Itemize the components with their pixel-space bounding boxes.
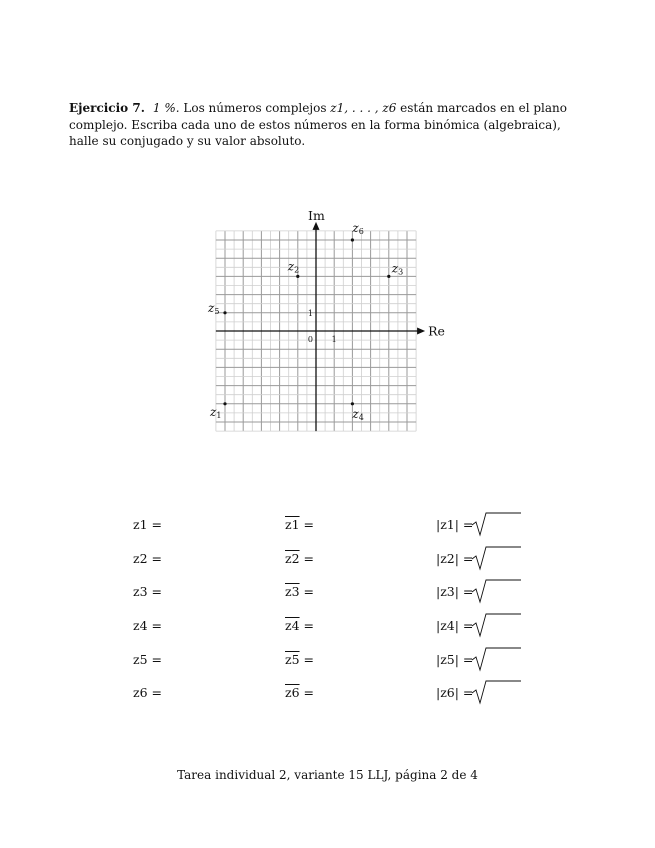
point-label-z6: z6 [352, 221, 364, 236]
conj-symbol: z4 [285, 618, 300, 633]
conj-symbol: z3 [285, 584, 300, 599]
origin-label: 0 [307, 335, 313, 344]
point-label-z5: z5 [208, 300, 220, 316]
imag-axis-arrow-icon [313, 222, 320, 230]
point-z6 [351, 238, 354, 241]
point-z4 [351, 402, 354, 405]
conj-label [285, 652, 314, 667]
sqrt-sign [470, 541, 522, 573]
conj-label [285, 551, 314, 566]
abs-label: |z2| = [436, 551, 474, 566]
answer-row [0, 618, 655, 638]
conj-symbol: z1 [285, 517, 300, 532]
sqrt-sign [470, 608, 522, 640]
conj-eq: = [299, 517, 314, 532]
imag-axis-label: Im [308, 207, 325, 223]
answer-row [0, 584, 655, 604]
sqrt-sign [470, 507, 522, 539]
answer-row [0, 652, 655, 672]
abs-label: |z4| = [436, 618, 474, 633]
answer-row [0, 685, 655, 705]
z-label: z3 = [133, 584, 162, 599]
plane-axes [216, 208, 445, 431]
conj-label [285, 517, 314, 532]
abs-label: |z5| = [436, 652, 474, 667]
statement-vars: z1, . . . , z6 [330, 101, 397, 115]
y-unit-label: 1 [307, 308, 313, 318]
point-z5 [223, 311, 226, 314]
z-label: z2 = [133, 551, 162, 566]
page-footer: Tarea individual 2, variante 15 LLJ, página 2 de 4 [177, 768, 478, 782]
conj-eq: = [299, 584, 314, 599]
conj-symbol: z6 [285, 685, 300, 700]
abs-label: |z3| = [436, 584, 474, 599]
conj-label [285, 618, 314, 633]
sqrt-sign [470, 675, 522, 707]
abs-label: |z1| = [436, 517, 474, 532]
conj-label [285, 584, 314, 599]
point-z1 [223, 402, 226, 405]
statement-after: están marcados en el plano complejo. Escriba cada uno de estos números en la forma binómica (algebraica), halle su conjugado y su valor absoluto. [69, 101, 568, 148]
x-unit-label: 1 [331, 335, 337, 344]
z-label: z5 = [133, 652, 162, 667]
z-label: z1 = [133, 517, 162, 532]
conj-eq: = [299, 618, 314, 633]
conj-symbol: z5 [285, 652, 300, 667]
answer-row [0, 517, 655, 537]
sqrt-sign [470, 574, 522, 606]
conj-label [285, 685, 314, 700]
conj-symbol: z2 [285, 551, 300, 566]
point-label-z4: z4 [352, 406, 364, 422]
plane-points [207, 221, 403, 422]
answer-row [0, 551, 655, 571]
statement-before: Los números complejos [183, 101, 331, 115]
point-z2 [296, 275, 299, 278]
z-label: z6 = [133, 685, 162, 700]
abs-label: |z6| = [436, 685, 474, 700]
point-z3 [387, 275, 390, 278]
exercise-weight: 1 %. [152, 101, 180, 115]
exercise-title: Ejercicio 7. [69, 101, 145, 115]
conj-eq: = [299, 551, 314, 566]
point-label-z2: z2 [287, 259, 300, 275]
z-label: z4 = [133, 618, 162, 633]
point-label-z3: z3 [391, 261, 404, 277]
conj-eq: = [299, 652, 314, 667]
conj-eq: = [299, 685, 314, 700]
sqrt-sign [470, 642, 522, 674]
point-label-z1: z1 [210, 404, 222, 420]
real-axis-label: Re [428, 323, 445, 339]
real-axis-arrow-icon [417, 328, 425, 335]
